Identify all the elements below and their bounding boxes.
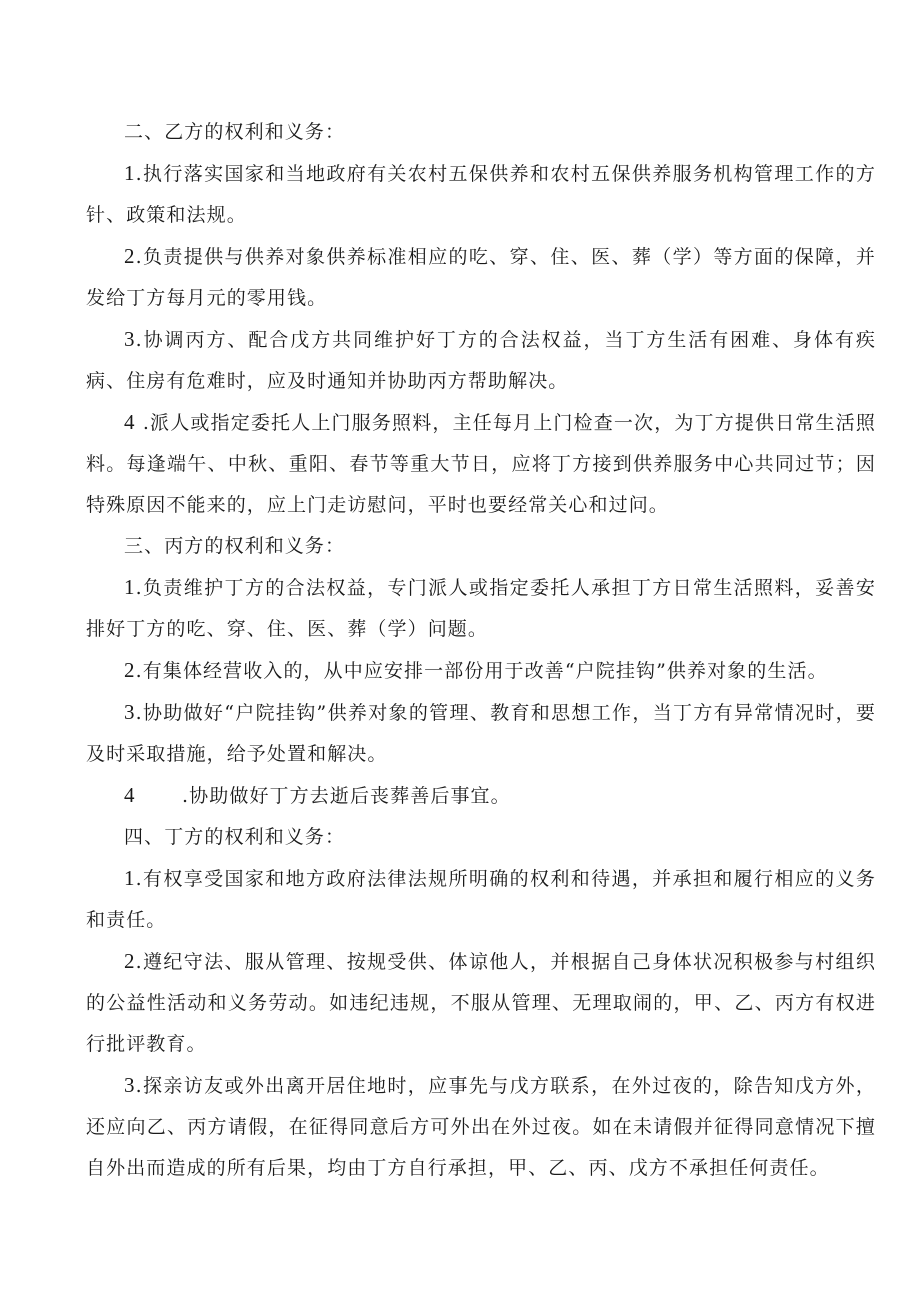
item-text: .有权享受国家和地方政府法律法规所明确的权利和待遇，并承担和履行相应的义务和责任。	[86, 868, 876, 931]
item-number: 2	[124, 949, 136, 973]
section-heading-ding: 四、丁方的权利和义务：	[124, 826, 346, 848]
item-number: 1	[124, 575, 136, 599]
item-text: .协调丙方、配合戊方共同维护好丁方的合法权益，当丁方生活有困难、身体有疾病、住房有危难时，应及时通知并协助丙方帮助解决。	[86, 329, 876, 392]
yi-item-2	[86, 236, 876, 319]
item-text: .探亲访友或外出离开居住地时，应事先与戊方联系，在外过夜的，除告知戊方外，还应向乙、丙方请假，在征得同意后方可外出在外过夜。如在未请假并征得同意情况下擅自外出而造成的所有后果，均由丁方自行承担，甲、乙、丙、戊方不承担任何责任。	[86, 1075, 876, 1179]
item-text: .执行落实国家和当地政府有关农村五保供养和农村五保供养服务机构管理工作的方针、政策和法规。	[86, 163, 876, 226]
yi-item-4	[86, 402, 876, 526]
item-text: .遵纪守法、服从管理、按规受供、体谅他人，并根据自己身体状况积极参与村组织的公益性活动和义务劳动。如违纪违规，不服从管理、无理取闹的，甲、乙、丙方有权进行批评教育。	[86, 951, 876, 1055]
item-text: .有集体经营收入的，从中应安排一部份用于改善“户院挂钩”供养对象的生活。	[135, 660, 828, 682]
bing-item-2	[86, 650, 876, 692]
document-page	[86, 112, 876, 1189]
item-text: .负责提供与供养对象供养标准相应的吃、穿、住、医、葬（学）等方面的保障，并发给丁方每月元的零用钱。	[86, 246, 876, 309]
item-text: .派人或指定委托人上门服务照料，主任每月上门检查一次，为丁方提供日常生活照料。每逢端午、中秋、重阳、春节等重大节日，应将丁方接到供养服务中心共同过节；因特殊原因不能来的，应上门走访慰问，平时也要经常关心和过问。	[86, 412, 876, 516]
ding-item-3	[86, 1065, 876, 1189]
section-heading-bing: 三、丙方的权利和义务：	[124, 535, 346, 557]
item-number: 3	[124, 327, 136, 351]
bing-item-1	[86, 567, 876, 650]
item-number: 3	[124, 1073, 136, 1097]
item-number: 3	[124, 700, 136, 724]
item-number: 2	[124, 658, 136, 682]
item-text: .负责维护丁方的合法权益，专门派人或指定委托人承担丁方日常生活照料，妥善安排好丁方的吃、穿、住、医、葬（学）问题。	[86, 577, 876, 640]
item-number: 2	[124, 244, 136, 268]
item-text: .协助做好“户院挂钩”供养对象的管理、教育和思想工作，当丁方有异常情况时，要及时采取措施，给予处置和解决。	[86, 702, 876, 765]
item-number: 1	[124, 866, 136, 890]
ding-item-1	[86, 858, 876, 941]
item-number: 4	[124, 410, 136, 434]
item-number: 1	[124, 161, 136, 185]
item-text: .协助做好丁方去逝后丧葬善后事宜。	[182, 785, 511, 807]
ding-item-2	[86, 941, 876, 1065]
yi-item-3	[86, 319, 876, 402]
item-number: 4	[124, 783, 136, 807]
bing-item-4	[86, 775, 876, 817]
section-heading-yi: 二、乙方的权利和义务：	[124, 121, 346, 143]
yi-item-1	[86, 153, 876, 236]
bing-item-3	[86, 692, 876, 775]
